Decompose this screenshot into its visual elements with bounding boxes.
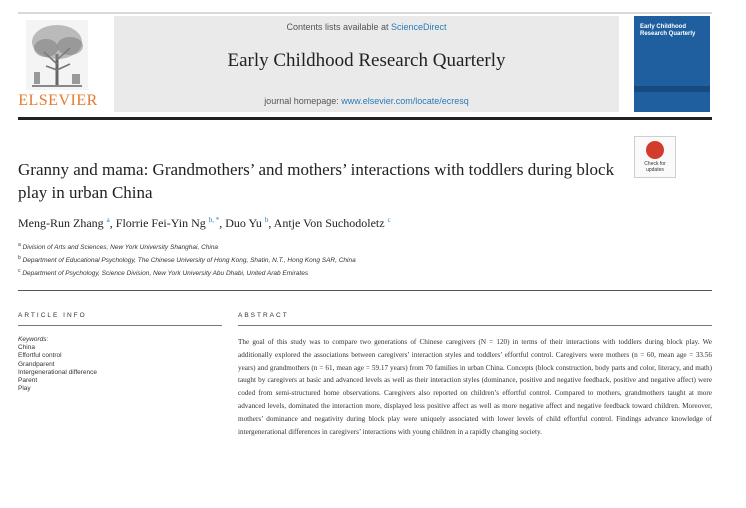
author-affiliation-marker[interactable]: b [264,216,269,224]
author-name[interactable]: Meng-Run Zhang [18,216,104,230]
keywords-label: Keywords: [18,336,49,343]
keyword: Intergenerational difference [18,368,98,376]
article-info-rule [18,325,222,326]
publisher-name: ELSEVIER [18,92,98,109]
cover-title: Early Childhood Research Quarterly [640,24,696,37]
homepage-link[interactable]: www.elsevier.com/locate/ecresq [341,96,469,106]
author-name[interactable]: Florrie Fei-Yin Ng [115,216,206,230]
author-list: Meng-Run Zhang $^a$, Florrie Fei-Yin Ng $^{b, *}$, Duo Yu $^b$, Antje Von Suchodoletz $^c$ [18,216,391,230]
article-info-heading: ARTICLE INFO [18,312,87,319]
keyword: Grandparent [18,360,55,368]
author-affiliation-marker[interactable]: b, * [208,216,220,224]
section-divider [18,290,712,291]
article-title: Granny and mama: Grandmothers’ and mothers’ interactions with toddlers during block play in urban China [18,160,615,202]
abstract-heading: ABSTRACT [238,312,289,319]
keyword: China [18,344,35,352]
author-name[interactable]: Duo Yu [225,216,262,230]
elsevier-tree-icon [26,20,88,90]
affiliation: $^a$ Division of Arts and Sciences, New York University Shanghai, China [18,242,219,252]
contents-prefix: Contents lists available at [286,22,392,32]
journal-banner [114,16,619,112]
top-divider [18,12,712,14]
affiliation-list [18,240,678,279]
sciencedirect-link[interactable]: ScienceDirect [391,22,447,32]
keywords-block [18,336,218,393]
check-for-updates-icon [646,141,664,159]
keyword: Play [18,385,31,393]
affiliation: $^c$ Department of Psychology, Science Division, New York University Abu Dhabi, United Arab Emirates [18,268,309,278]
check-for-updates-badge[interactable] [634,136,676,178]
keyword: Effortful control [18,352,62,360]
publisher-logo[interactable] [16,18,100,112]
header-rule [18,117,712,120]
keyword: Parent [18,377,38,385]
cover-stripe [634,86,710,92]
journal-cover[interactable] [634,16,710,112]
homepage-line [114,96,619,106]
author-affiliation-marker[interactable]: c [387,216,391,224]
contents-line [114,22,619,32]
journal-title: Early Childhood Research Quarterly [227,50,506,71]
badge-text: Check for updates [644,161,666,173]
abstract-rule [238,325,712,326]
homepage-prefix: journal homepage: [264,96,342,106]
author-name[interactable]: Antje Von Suchodoletz [273,216,385,230]
author-affiliation-marker[interactable]: a [106,216,110,224]
abstract-text: The goal of this study was to compare two generations of Chinese caregivers (N = 120) in terms of their interactions with toddlers during block play. We additionally explored the associations between caregivers’ interaction styles and toddlers’ effortful control. Caregivers were mothers (n = 60, mean age = 33.56 years) and grandmothers (n = 61, mean age = 59.17 years) from 70 families in urban China. Concepts (block construction, body parts and color, literacy, and math) taught by caregivers at basic and advanced levels as well as their interaction styles (dominance, positive and negative feedback, positive and negative affect) were coded from semi-structured home observations. Caregivers also reported on children’s effortful control. Compared to mothers, grandmothers taught at more advanced levels, dominated the interaction more, displayed less positive affect as well as more negative affect and negative feedback toward children. Moreover, mothers’ dominance and negativity during block play were uniquely associated with lower levels of child effortful control. Findings advance knowledge of intergenerational differences in caregivers’ interactions with young children in a rapidly changing society. [238,338,712,436]
affiliation: $^b$ Department of Educational Psychology, The Chinese University of Hong Kong, Shatin, N.T., Hong Kong SAR, China [18,255,356,265]
